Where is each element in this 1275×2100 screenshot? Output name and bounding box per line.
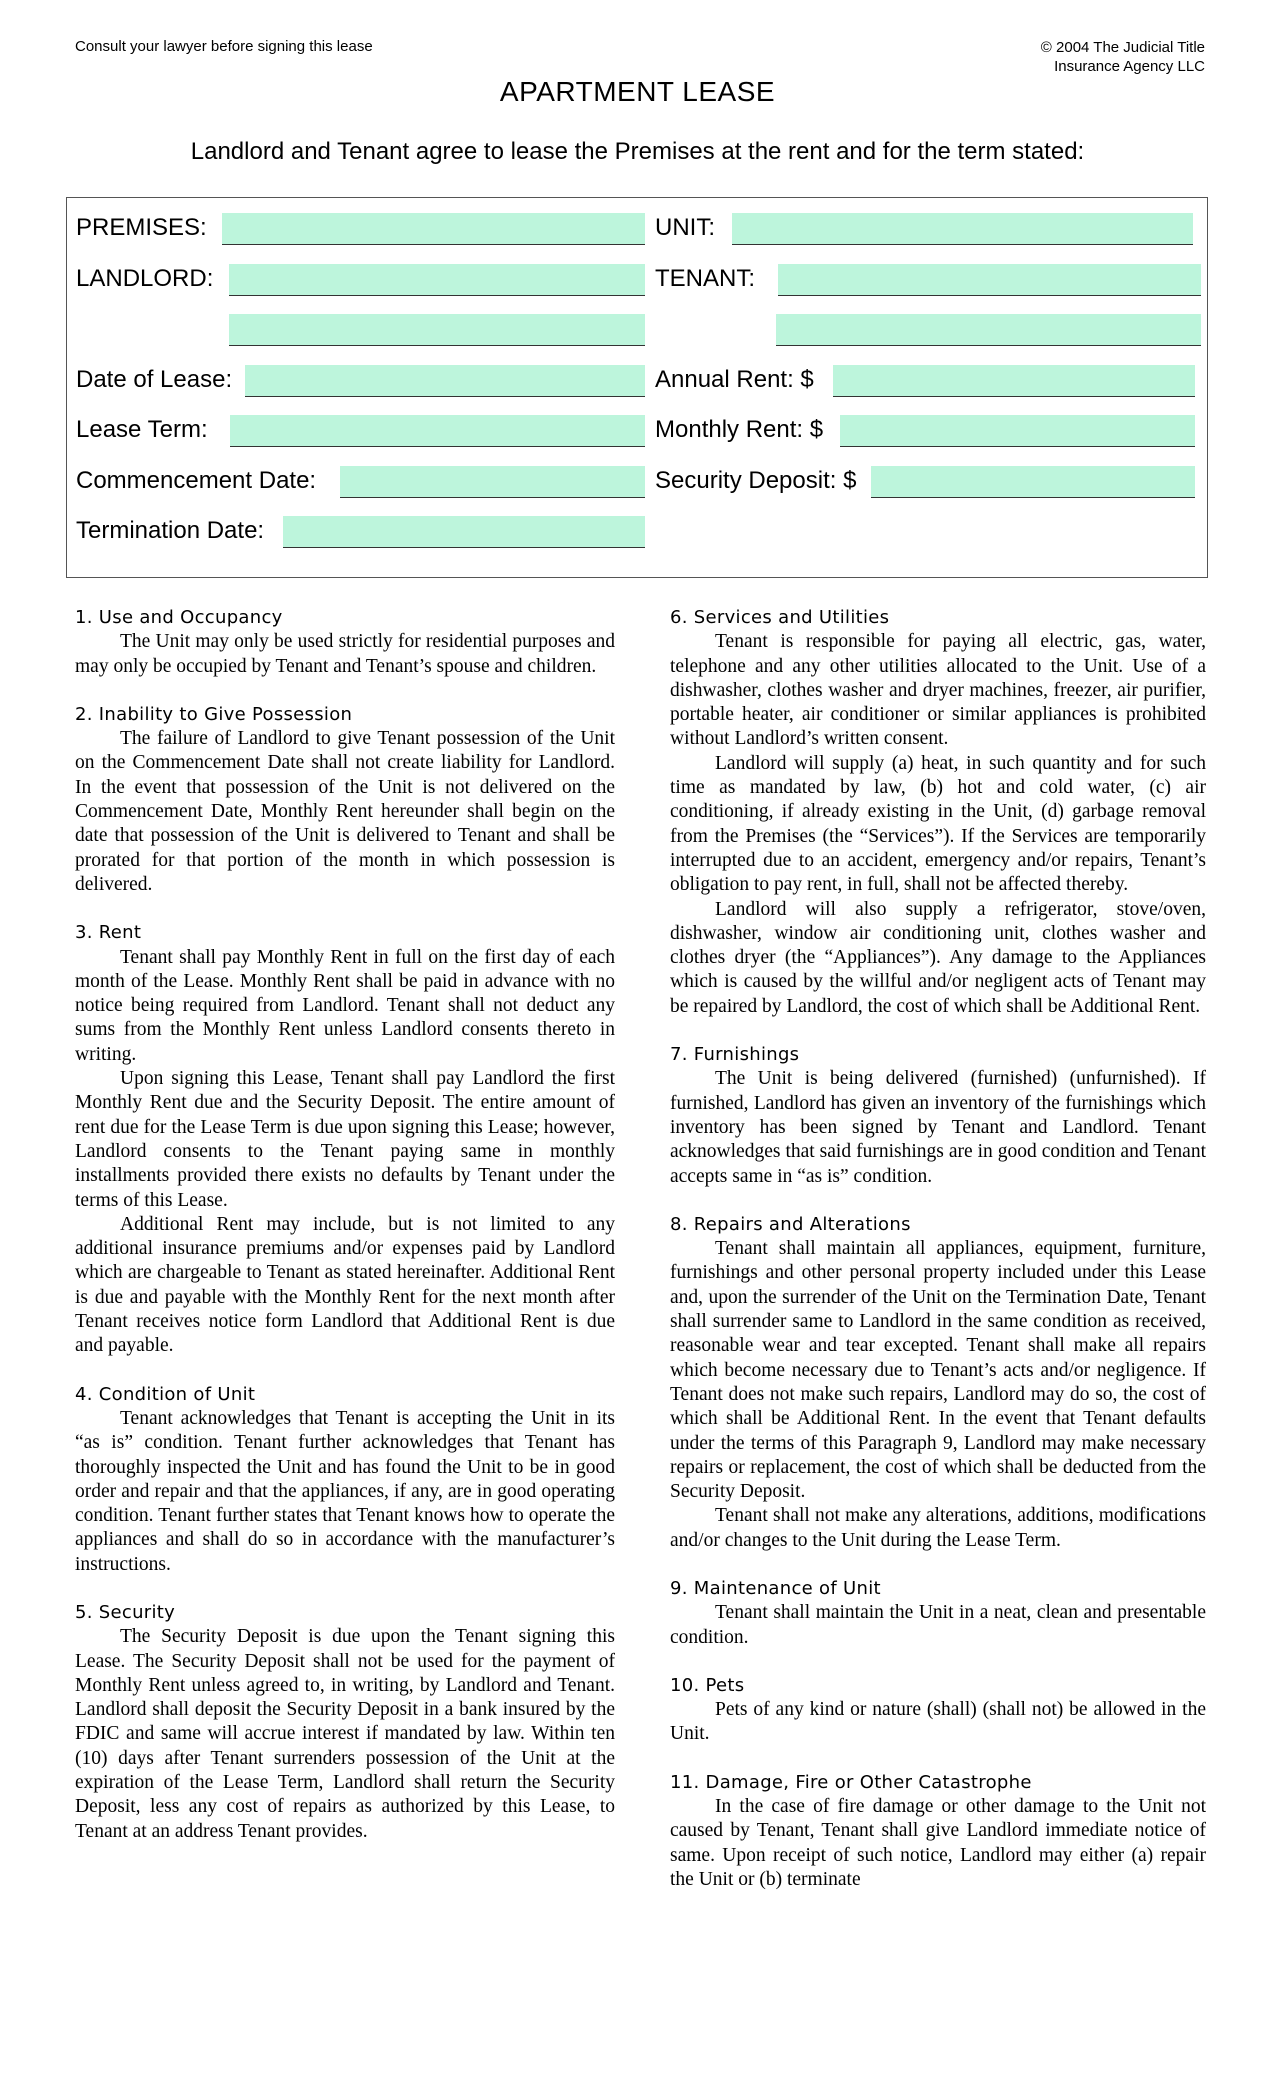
security-deposit-label: Security Deposit: $ [655, 467, 857, 494]
clause-text: In the case of fire damage or other damage to the Unit not caused by Tenant, Tenant shall give Landlord immediate notice of same. Upon receipt of such notice, Landlord may either (a) repair the Unit or (b) terminate [670, 1796, 1206, 1890]
clause-heading: 8. Repairs and Alterations [670, 1213, 911, 1235]
landlord-field[interactable] [229, 264, 645, 296]
copyright-line-2: Insurance Agency LLC [1054, 58, 1205, 75]
termination-date-field[interactable] [283, 516, 645, 548]
clause-pets [670, 1674, 1206, 1747]
clause-heading: 5. Security [75, 1601, 176, 1623]
document-title: APARTMENT LEASE [499, 76, 776, 107]
clause-security [75, 1601, 615, 1844]
clause-furnishings [670, 1043, 1206, 1189]
annual-rent-field[interactable] [833, 365, 1195, 397]
clause-text: Upon signing this Lease, Tenant shall pay Landlord the first Monthly Rent due and the Security Deposit. The entire amount of rent due for the Lease Term is due upon signing this Lease; however, Landlord consents to the Tenant paying same in monthly installments provided there exists no defaults by Tenant under the terms of this Lease. [75, 1068, 615, 1211]
clause-heading: 3. Rent [75, 922, 142, 944]
clause-text: The Unit may only be used strictly for residential purposes and may only be occupied by Tenant and Tenant’s spouse and children. [75, 631, 615, 677]
clause-services-and-utilities [670, 606, 1206, 1019]
clause-repairs-and-alterations [670, 1213, 1206, 1553]
clause-text: Tenant shall maintain the Unit in a neat, clean and presentable condition. [670, 1602, 1206, 1648]
clause-text: Tenant shall pay Monthly Rent in full on the first day of each month of the Lease. Monthly Rent shall be paid in advance with no notice being required from Landlord. Tenant shall not deduct any sums from the Monthly Rent unless Landlord consents thereto in writing. [75, 946, 615, 1065]
clause-text: Additional Rent may include, but is not limited to any additional insurance premiums and/or expenses paid by Landlord which are chargeable to Tenant as stated hereinafter. Additional Rent is due and payable with the Monthly Rent for the next month after Tenant receives notice form Landlord that Additional Rent is due and payable. [75, 1213, 615, 1357]
clause-heading: 2. Inability to Give Possession [75, 703, 353, 725]
clause-heading: 9. Maintenance of Unit [670, 1577, 881, 1599]
clause-heading: 1. Use and Occupancy [75, 607, 283, 628]
clause-text: Tenant acknowledges that Tenant is accepting the Unit in its “as is” condition. Tenant further acknowledges that Tenant has thoroughly inspected the Unit and has found the Unit to be in good order and repair and that the appliances, if any, are in good operating condition. Tenant further states that Tenant knows how to operate the appliances and shall do so in accordance with the manufacturer’s instructions. [75, 1407, 615, 1575]
commencement-date-label: Commencement Date: [76, 467, 317, 494]
clause-damage-fire-catastrophe [670, 1771, 1206, 1892]
unit-field[interactable] [732, 213, 1193, 245]
lease-terms-form [66, 197, 1208, 578]
lease-term-field[interactable] [230, 415, 645, 447]
monthly-rent-field[interactable] [840, 415, 1195, 447]
clause-inability-to-give-possession [75, 703, 615, 897]
tenant-field-line-2[interactable] [776, 314, 1201, 346]
lawyer-advice-note: Consult your lawyer before signing this lease [75, 38, 373, 55]
clause-text: Tenant shall maintain all appliances, equipment, furniture, furnishings and other personal property included under this Lease and, upon the surrender of the Unit on the Termination Date, Tenant shall surrender same to Landlord in the same condition as received, reasonable wear and tear excepted. Tenant shall make all repairs which become necessary due to Tenant’s acts and/or negligence. If Tenant does not make such repairs, Landlord may do so, the cost of which shall be Additional Rent. In the event that Tenant defaults under the terms of this Paragraph 9, Landlord may make necessary repairs or replacement, the cost of which shall be deducted from the Security Deposit. [670, 1238, 1206, 1503]
lease-term-label: Lease Term: [76, 416, 208, 443]
clause-heading: 7. Furnishings [670, 1044, 800, 1066]
annual-rent-label: Annual Rent: $ [655, 366, 814, 393]
tenant-field[interactable] [778, 264, 1201, 296]
clause-use-and-occupancy [75, 606, 615, 679]
copyright-line-1: © 2004 The Judicial Title [1040, 39, 1205, 56]
unit-label: UNIT: [655, 214, 715, 241]
clause-text: Pets of any kind or nature (shall) (shall not) be allowed in the Unit. [670, 1699, 1206, 1745]
clause-heading: 4. Condition of Unit [75, 1383, 256, 1405]
date-of-lease-label: Date of Lease: [76, 366, 233, 393]
premises-field[interactable] [222, 213, 645, 245]
tenant-label: TENANT: [655, 265, 756, 292]
clause-condition-of-unit [75, 1383, 615, 1577]
copyright-notice [1041, 38, 1205, 76]
clause-heading: 10. Pets [670, 1674, 745, 1696]
premises-label: PREMISES: [76, 214, 207, 241]
clause-text: The Unit is being delivered (furnished) (unfurnished). If furnished, Landlord has given an inventory of the furnishings which inventory has been signed by Tenant and Landlord. Tenant acknowledges that said furnishings are in good condition and Tenant accepts same in “as is” condition. [670, 1068, 1206, 1187]
landlord-label: LANDLORD: [76, 265, 214, 292]
document-subtitle: Landlord and Tenant agree to lease the Premises at the rent and for the term stated: [190, 138, 1085, 165]
clause-text: The Security Deposit is due upon the Tenant signing this Lease. The Security Deposit shall not be used for the payment of Monthly Rent unless agreed to, in writing, by Landlord and Tenant. Landlord shall deposit the Security Deposit in a bank insured by the FDIC and same will accrue interest if mandated by law. Within ten (10) days after Tenant surrenders possession of the Unit at the expiration of the Lease Term, Landlord shall return the Security Deposit, less any cost of repairs as authorized by this Lease, to Tenant at an address Tenant provides. [75, 1626, 615, 1842]
landlord-field-line-2[interactable] [229, 314, 645, 346]
date-of-lease-field[interactable] [245, 365, 645, 397]
lease-clauses-right-column [670, 606, 1206, 1916]
security-deposit-field[interactable] [871, 466, 1195, 498]
clause-heading: 11. Damage, Fire or Other Catastrophe [670, 1771, 1032, 1793]
clause-rent [75, 921, 615, 1358]
termination-date-label: Termination Date: [76, 517, 265, 544]
clause-text: Tenant shall not make any alterations, additions, modifications and/or changes to the Unit during the Lease Term. [670, 1505, 1206, 1551]
lease-clauses-left-column [75, 606, 615, 1868]
clause-heading: 6. Services and Utilities [670, 607, 890, 628]
clause-text: Landlord will supply (a) heat, in such quantity and for such time as mandated by law, (b) hot and cold water, (c) air conditioning, if already existing in the Unit, (d) garbage removal from the Premises (the “Services”). If the Services are temporarily interrupted due to an accident, emergency and/or repairs, Tenant’s obligation to pay rent, in full, shall not be affected thereby. [670, 752, 1206, 896]
monthly-rent-label: Monthly Rent: $ [655, 416, 824, 443]
clause-text: Tenant is responsible for paying all electric, gas, water, telephone and any other utilities allocated to the Unit. Use of a dishwasher, clothes washer and dryer machines, freezer, air purifier, portable heater, air conditioner or similar appliances is prohibited without Landlord’s written consent. [670, 631, 1206, 750]
clause-text: The failure of Landlord to give Tenant possession of the Unit on the Commencement Date shall not create liability for Landlord. In the event that possession of the Unit is not delivered on the Commencement Date, Monthly Rent hereunder shall begin on the date that possession of the Unit is delivered to Tenant and shall be prorated for that portion of the month in which possession is delivered. [75, 728, 615, 895]
clause-text: Landlord will also supply a refrigerator, stove/oven, dishwasher, window air conditioning unit, clothes washer and clothes dryer (the “Appliances”). Any damage to the Appliances which is caused by the willful and/or negligent acts of Tenant may be repaired by Landlord, the cost of which shall be Additional Rent. [670, 898, 1206, 1017]
clause-maintenance-of-unit [670, 1577, 1206, 1650]
commencement-date-field[interactable] [340, 466, 645, 498]
